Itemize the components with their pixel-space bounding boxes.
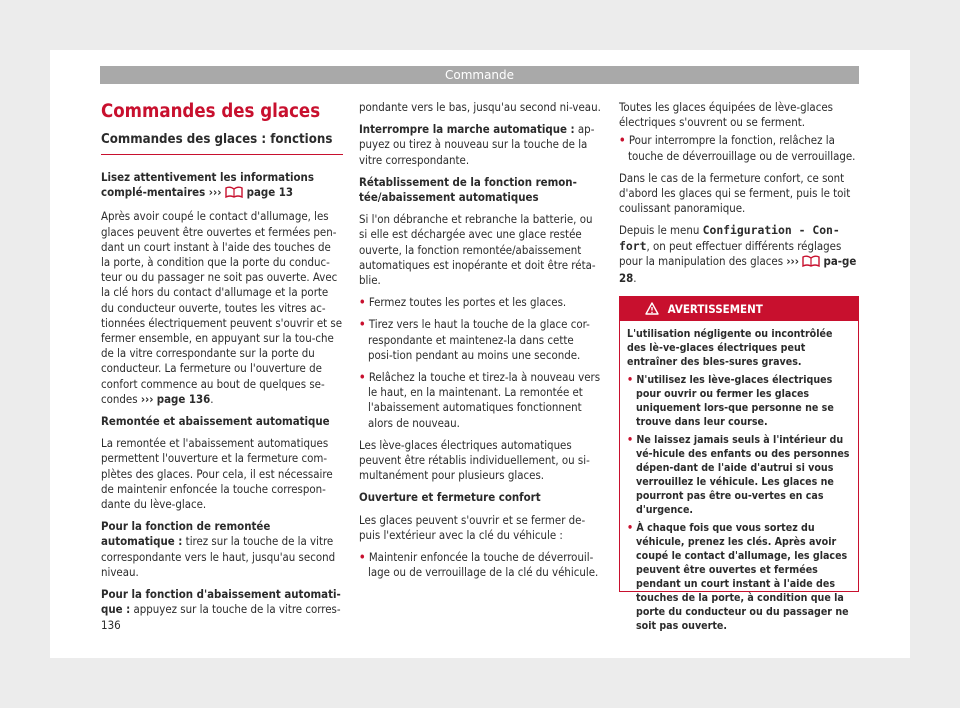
bullet-icon: • [627,374,634,386]
list-item [359,317,601,363]
section-title: Commandes des glaces [101,101,321,122]
paragraph: pondante vers le bas, jusqu'au second ni-veau. [359,100,601,114]
warning-item-text: N'utilisez les lève-glaces électriques pour ouvrir ou fermer les glaces uniquement lors-que personne ne se trouve dans leur course. [636,374,834,428]
warning-box [619,296,859,632]
bullet-icon: • [359,317,366,332]
bullet-icon: • [619,133,626,148]
column-2 [359,100,601,587]
paragraph: Dans le cas de la fermeture confort, ce sont d'abord les glaces qui se ferment, puis le toit coulissant panoramique. [619,170,851,216]
label-text: Pour la fonction d'abaissement automati-que : [101,587,341,617]
bullet-icon: • [359,295,366,310]
page-link[interactable]: page 136 [156,391,211,406]
column-1 [101,100,343,624]
label-text: Pour la fonction de remontée automatique : [101,519,271,549]
list-item-text: Pour interrompre la fonction, relâchez la touche de déverrouillage ou de verrouillage. [628,133,856,163]
label-text: Interrompre la marche automatique : [359,122,575,137]
paragraph: Toutes les glaces équipées de lève-glaces électriques s'ouvrent ou se ferment. [619,100,833,130]
bullet-icon: • [627,522,634,534]
paragraph [101,519,343,580]
warning-item [627,373,851,429]
list-item [359,370,601,431]
subheading: Ouverture et fermeture confort [359,490,541,505]
paragraph: Après avoir coupé le contact d'allumage, les glaces peuvent être ouvertes et fermées pen-dant un court instant à l'aide des touches de la porte, à condition que la porte du conduc-teur ou du passager ne soit pas ouverte. Avec la clé hors du contact d'allumage et la porte du conducteur ouverte, toutes les vitres ac-tionnées électriquement peuvent s'ouvrir et se fermer ensemble, en appuyant sur la tou-che de la vitre correspondante sur la porte du conducteur. La fermeture ou l'ouverture de confort commence au bout de quelques se-condes ››› page 136. [101,209,343,406]
book-reference-icon [802,255,820,271]
warning-header [620,297,858,321]
warning-intro: L'utilisation négligente ou incontrôlée des lè-ve-glaces électriques peut entraîner des bles-sures graves. [627,328,833,368]
paragraph-text: . [633,271,637,286]
subheading: Rétablissement de la fonction remon-tée/abaissement automatiques [359,174,577,205]
column-3 [619,100,861,293]
paragraph [619,223,861,286]
warning-triangle-icon [645,299,659,323]
subheading: Remontée et abaissement automatique [101,414,330,429]
section-subtitle: Commandes des glaces : fonctions [101,131,343,155]
bullet-icon: • [359,370,366,385]
list-item-text: Fermez toutes les portes et les glaces. [368,295,567,310]
intro-text: Lisez attentivement les informations complé-mentaires [101,170,314,200]
paragraph-text: ap-puyez ou tirez à nouveau sur la touche de la vitre correspondante. [359,122,595,167]
menu-path: Configuration - Con-fort [619,223,840,253]
page-link[interactable]: pa-ge 28 [619,253,857,286]
paragraph-text: Depuis le menu [619,223,700,238]
warning-item-text: À chaque fois que vous sortez du véhicule, prenez les clés. Après avoir coupé le contact d'allumage, les glaces peuvent être ouvertes et fermées pendant un court instant à l'aide des touches de la porte, à condition que la porte du conducteur ou du passager ne soit pas ouverte. [636,522,849,632]
paragraph-text: appuyez sur la touche de la vitre corres- [133,602,341,617]
bullet-icon: • [627,434,634,446]
arrow-icon: ››› [208,185,222,200]
arrow-icon: ››› [140,391,154,406]
list-item-text: Maintenir enfoncée la touche de déverrouil-lage ou de verrouillage de la clé du véhicule. [368,550,599,580]
warning-title: AVERTISSEMENT [667,302,763,316]
intro-paragraph [101,170,343,202]
warning-item [627,521,851,633]
warning-body [620,321,858,633]
book-reference-icon [225,186,243,202]
paragraph-text: , on peut effectuer différents réglages pour la manipulation des glaces [619,238,842,268]
list-item-text: Tirez vers le haut la touche de la glace cor-respondante et maintenez-la dans cette posi-tion pendant au moins une seconde. [368,317,590,362]
paragraph: Les lève-glaces électriques automatiques peuvent être rétablis individuellement, ou si-multanément pour plusieurs glaces. [359,437,590,483]
list-item [359,550,601,580]
intro-page-link[interactable]: page 13 [246,185,293,200]
paragraph [359,122,601,168]
paragraph-text: Après avoir coupé le contact d'allumage, les glaces peuvent être ouvertes et fermées pen-dant un court instant à l'aide des touches de la porte, à condition que la porte du conduc-teur ou du passager ne soit pas ouverte. Avec la clé hors du contact d'allumage et la porte du conducteur ouverte, toutes les vitres ac-tionnées électriquement peuvent s'ouvrir et se fermer ensemble, en appuyant sur la tou-che de la vitre correspondante sur la porte du conducteur. La fermeture ou l'ouverture de confort commence au bout de quelques se-condes [101,209,343,406]
paragraph: Si l'on débranche et rebranche la batterie, ou si elle est déchargée avec une glace restée ouverte, la fonction remontée/abaissement automatiques est inopérante et doit être réta-blie. [359,212,596,288]
paragraph [101,587,343,617]
warning-item-text: Ne laissez jamais seuls à l'intérieur du vé-hicule des enfants ou des personnes dépen-dant de l'aide d'autrui si vous verrouillez le véhicule. Les glaces ne pourront pas être ou-vertes en cas d'urgence. [636,434,850,516]
arrow-icon: ››› [786,253,799,268]
paragraph: La remontée et l'abaissement automatiques permettent l'ouverture et la fermeture com-plètes des glaces. Pour cela, il est nécessaire de maintenir enfoncée la touche correspon-dante du lève-glace. [101,436,333,512]
header-bar [100,66,859,84]
warning-item [627,433,851,517]
bullet-icon: • [359,550,366,565]
list-item-text: Relâchez la touche et tirez-la à nouveau vers le haut, en la maintenant. La remontée et l'abaissement automatiques fonctionnent alors de nouveau. [368,370,601,430]
page-number: 136 [101,618,121,632]
paragraph: Les glaces peuvent s'ouvrir et se fermer de-puis l'extérieur avec la clé du véhicule : [359,512,586,542]
paragraph-text: tirez sur la touche de la vitre correspondante vers le haut, jusqu'au second niveau. [101,534,336,579]
header-title: Commande [444,68,515,82]
list-item [619,133,861,163]
list-item [359,295,601,310]
